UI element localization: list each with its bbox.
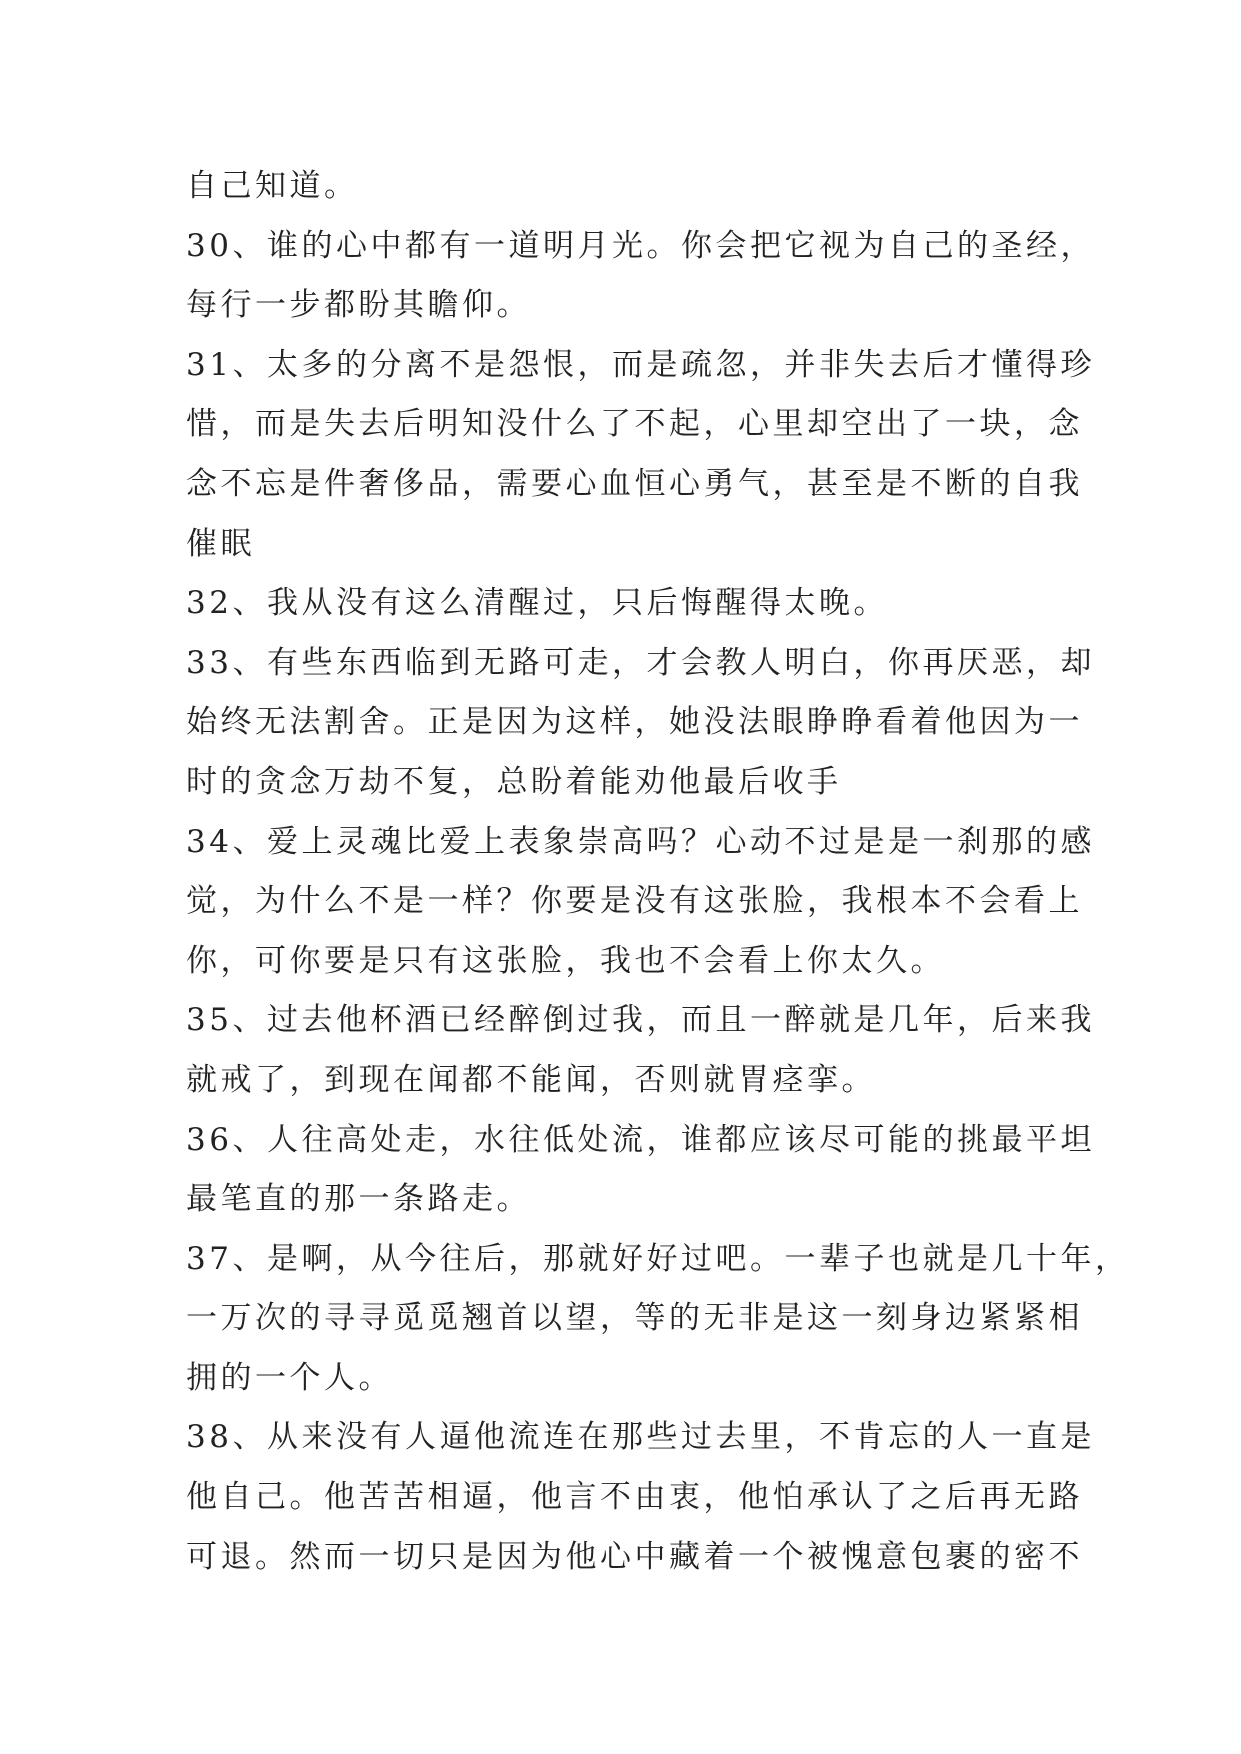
text-line: 30、谁的心中都有一道明月光。你会把它视为自己的圣经， [186, 227, 1095, 264]
body-text [186, 157, 1130, 1587]
text-line: 念不忘是件奢侈品，需要心血恒心勇气，甚至是不断的自我 [186, 465, 1083, 502]
text-line: 38、从来没有人逼他流连在那些过去里，不肯忘的人一直是 [186, 1419, 1095, 1456]
text-line: 可退。然而一切只是因为他心中藏着一个被愧意包裹的密不 [186, 1538, 1083, 1575]
text-line: 36、人往高处走，水往低处流，谁都应该尽可能的挑最平坦 [186, 1121, 1095, 1158]
text-line: 35、过去他杯酒已经醉倒过我，而且一醉就是几年，后来我 [186, 1002, 1095, 1039]
text-line: 催眠 [186, 525, 255, 562]
text-line: 时的贪念万劫不复，总盼着能劝他最后收手 [186, 763, 842, 800]
text-line: 34、爱上灵魂比爱上表象崇高吗？心动不过是是一刹那的感 [186, 823, 1095, 860]
text-line: 惜，而是失去后明知没什么了不起，心里却空出了一块，念 [186, 406, 1083, 443]
text-line: 觉，为什么不是一样？你要是没有这张脸，我根本不会看上 [186, 883, 1083, 920]
text-line: 33、有些东西临到无路可走，才会教人明白，你再厌恶，却 [186, 644, 1095, 681]
text-line: 自己知道。 [186, 168, 359, 204]
text-line: 就戒了，到现在闻都不能闻，否则就胃痉挛。 [186, 1061, 876, 1098]
text-line: 始终无法割舍。正是因为这样，她没法眼睁睁看着他因为一 [186, 704, 1083, 741]
text-line: 每行一步都盼其瞻仰。 [186, 287, 531, 324]
text-line: 31、太多的分离不是怨恨，而是疏忽，并非失去后才懂得珍 [186, 346, 1095, 383]
text-line: 一万次的寻寻觅觅翘首以望，等的无非是这一刻身边紧紧相 [186, 1300, 1083, 1337]
text-line: 你，可你要是只有这张脸，我也不会看上你太久。 [186, 942, 945, 979]
text-line: 32、我从没有这么清醒过，只后悔醒得太晚。 [186, 585, 888, 622]
text-line: 最笔直的那一条路走。 [186, 1181, 531, 1218]
text-line: 他自己。他苦苦相逼，他言不由衷，他怕承认了之后再无路 [186, 1479, 1083, 1516]
text-line: 拥的一个人。 [186, 1359, 393, 1396]
text-line: 37、是啊，从今往后，那就好好过吧。一辈子也就是几十年， [186, 1240, 1130, 1277]
